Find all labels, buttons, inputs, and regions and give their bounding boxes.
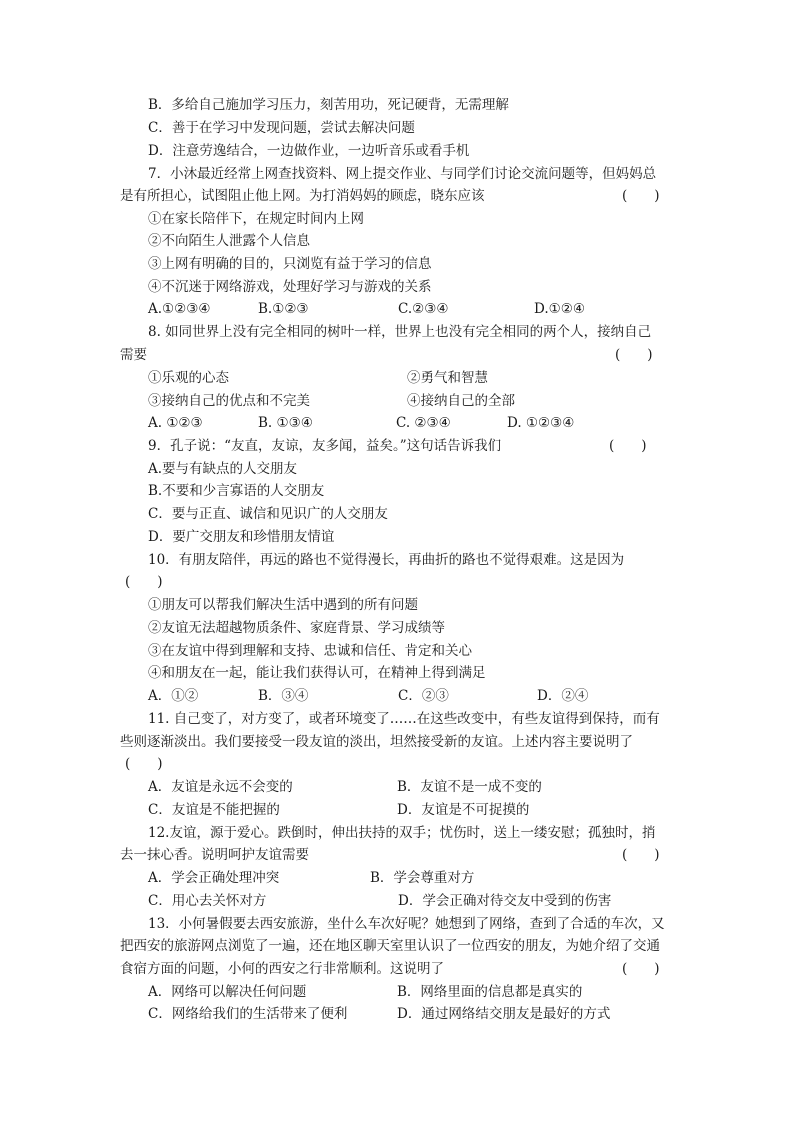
q9-option-d: D．要广交朋友和珍惜朋友情谊 bbox=[148, 529, 335, 545]
q8-option-b: B. ①③④ bbox=[258, 415, 313, 431]
q13-option-c: C．网络给我们的生活带来了便利 bbox=[148, 1006, 348, 1022]
q7-stem-line-1: 7．小沐最近经常上网查找资料、网上提交作业、与同学们讨论交流问题等，但妈妈总 bbox=[148, 166, 657, 182]
q12-option-d: D．学会正确对待交友中受到的伤害 bbox=[398, 893, 612, 909]
q10-item-2: ②友谊无法超越物质条件、家庭背景、学习成绩等 bbox=[148, 620, 445, 636]
q8-item-3: ③接纳自己的优点和不完美 bbox=[148, 393, 310, 409]
q8-option-d: D. ①②③④ bbox=[507, 415, 575, 431]
q11-option-b: B．友谊不是一成不变的 bbox=[397, 779, 542, 795]
q9-option-c: C．要与正直、诚信和见识广的人交朋友 bbox=[148, 506, 388, 522]
q8-item-2: ②勇气和智慧 bbox=[407, 370, 488, 386]
q10-option-d: D．②④ bbox=[537, 688, 589, 704]
q7-item-1: ①在家长陪伴下，在规定时间内上网 bbox=[148, 211, 364, 227]
q12-option-c: C．用心去关怀对方 bbox=[148, 893, 267, 909]
q8-item-1: ①乐观的心态 bbox=[148, 370, 229, 386]
q12-option-b: B．学会尊重对方 bbox=[370, 870, 475, 886]
q7-option-c: C.②③④ bbox=[398, 301, 449, 317]
q11-option-a: A．友谊是永远不会变的 bbox=[148, 779, 293, 795]
q12-answer-paren: ( ) bbox=[622, 847, 660, 863]
q8-stem-line-1: 8. 如同世界上没有完全相同的树叶一样，世界上也没有完全相同的两个人，接纳自己 bbox=[148, 324, 652, 340]
q9-option-a: A.要与有缺点的人交朋友 bbox=[148, 461, 298, 477]
q12-option-a: A．学会正确处理冲突 bbox=[148, 870, 280, 886]
q7-item-3: ③上网有明确的目的，只浏览有益于学习的信息 bbox=[148, 256, 432, 272]
q12-stem-line-1: 12.友谊，源于爱心。跌倒时，伸出扶持的双手；忧伤时，送上一缕安慰；孤独时，捎 bbox=[148, 825, 656, 841]
q11-option-d: D．友谊是不可捉摸的 bbox=[397, 802, 530, 818]
q13-option-a: A．网络可以解决任何问题 bbox=[148, 984, 307, 1000]
q6-option-d: D．注意劳逸结合，一边做作业，一边听音乐或看手机 bbox=[148, 143, 470, 159]
q13-answer-paren: ( ) bbox=[622, 961, 660, 977]
q7-item-2: ②不向陌生人泄露个人信息 bbox=[148, 233, 310, 249]
q10-option-a: A．①② bbox=[148, 688, 199, 704]
q9-answer-paren: ( ) bbox=[609, 438, 647, 454]
q9-option-b: B.不要和少言寡语的人交朋友 bbox=[148, 483, 325, 499]
q11-stem-line-1: 11. 自己变了，对方变了，或者环境变了……在这些改变中，有些友谊得到保持，而有 bbox=[148, 711, 660, 727]
q10-stem: 10．有朋友陪伴，再远的路也不觉得漫长，再曲折的路也不觉得艰难。这是因为 bbox=[148, 552, 625, 568]
q9-stem: 9．孔子说：“友直，友谅，友多闻，益矣。”这句话告诉我们 bbox=[148, 438, 502, 454]
q8-option-c: C. ②③④ bbox=[396, 415, 451, 431]
q13-stem-line-2: 把西安的旅游网点浏览了一遍，还在地区聊天室里认识了一位西安的朋友，为她介绍了交通 bbox=[120, 938, 660, 954]
q8-answer-paren: ( ) bbox=[615, 347, 653, 363]
q7-item-4: ④不沉迷于网络游戏，处理好学习与游戏的关系 bbox=[148, 279, 432, 295]
q7-option-b: B.①②③ bbox=[258, 301, 309, 317]
q6-option-c: C．善于在学习中发现问题，尝试去解决问题 bbox=[148, 120, 415, 136]
q13-stem-line-3: 食宿方面的问题，小何的西安之行非常顺利。这说明了 bbox=[120, 961, 444, 977]
q7-stem-line-2: 是有所担心，试图阻止他上网。为打消妈妈的顾虑，晓东应该 bbox=[120, 188, 485, 204]
q7-option-d: D.①②④ bbox=[534, 301, 585, 317]
q6-option-b: B．多给自己施加学习压力，刻苦用功，死记硬背，无需理解 bbox=[148, 97, 509, 113]
q8-stem-line-2: 需要 bbox=[120, 347, 147, 363]
q10-answer-paren: ( ) bbox=[125, 574, 163, 590]
q8-item-4: ④接纳自己的全部 bbox=[407, 393, 515, 409]
q7-option-a: A.①②③④ bbox=[148, 301, 211, 317]
q8-option-a: A. ①②③ bbox=[148, 415, 203, 431]
q13-stem-line-1: 13．小何暑假要去西安旅游，坐什么车次好呢？她想到了网络，查到了合适的车次，又 bbox=[148, 916, 665, 932]
q11-stem-line-2: 些则逐渐淡出。我们要接受一段友谊的淡出，坦然接受新的友谊。上述内容主要说明了 bbox=[120, 734, 633, 750]
q13-option-d: D．通过网络结交朋友是最好的方式 bbox=[397, 1006, 611, 1022]
q11-answer-paren: ( ) bbox=[125, 756, 163, 772]
q13-option-b: B．网络里面的信息都是真实的 bbox=[397, 984, 583, 1000]
q10-item-3: ③在友谊中得到理解和支持、忠诚和信任、肯定和关心 bbox=[148, 643, 472, 659]
q11-option-c: C．友谊是不能把握的 bbox=[148, 802, 280, 818]
q7-answer-paren: ( ) bbox=[622, 188, 660, 204]
q10-item-4: ④和朋友在一起，能让我们获得认可，在精神上得到满足 bbox=[148, 665, 486, 681]
q10-option-b: B．③④ bbox=[258, 688, 309, 704]
q12-stem-line-2: 去一抹心香。说明呵护友谊需要 bbox=[120, 847, 309, 863]
q10-option-c: C．②③ bbox=[398, 688, 449, 704]
q10-item-1: ①朋友可以帮我们解决生活中遇到的所有问题 bbox=[148, 597, 418, 613]
